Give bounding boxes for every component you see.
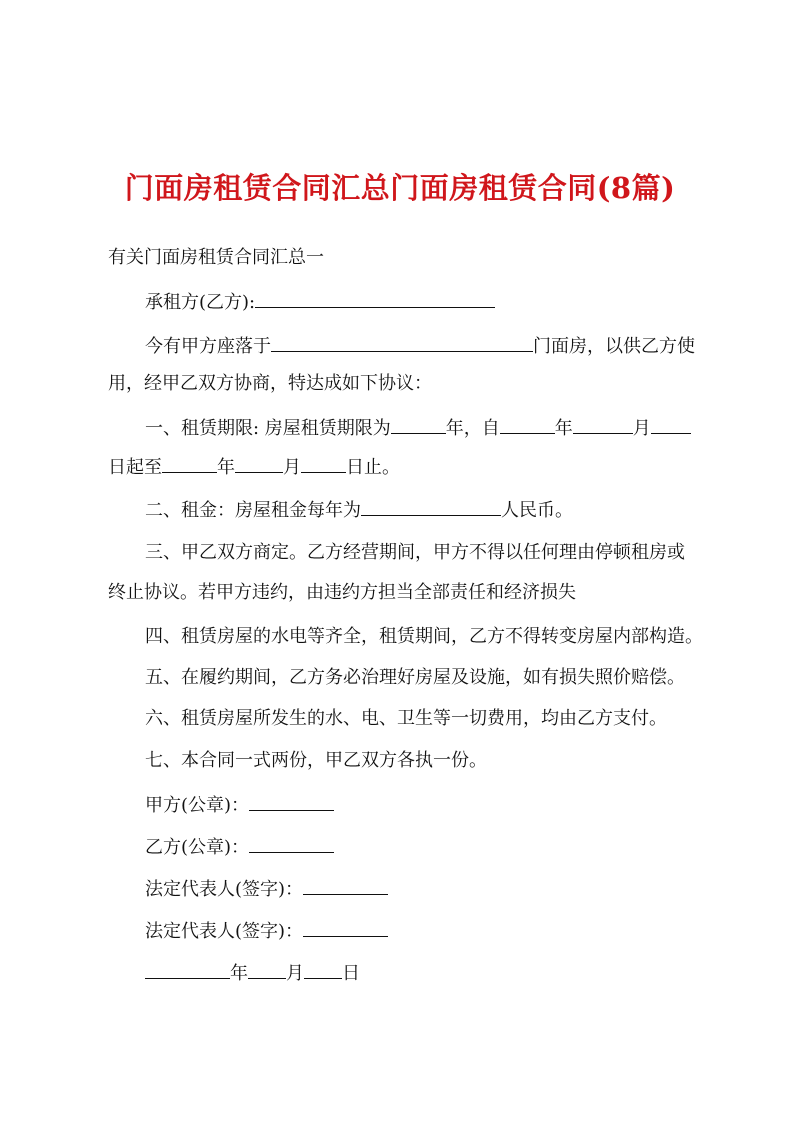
location-suffix: 门面房，以供乙方使 bbox=[533, 336, 695, 357]
party-b-blank bbox=[249, 834, 334, 853]
clause-1-line2-year: 年 bbox=[217, 457, 235, 478]
end-year-blank bbox=[162, 454, 217, 473]
end-month-blank bbox=[235, 454, 283, 473]
date-line bbox=[145, 960, 360, 987]
end-day-blank bbox=[301, 454, 346, 473]
start-year-blank bbox=[500, 415, 555, 434]
clause-4: 四、租赁房屋的水电等齐全，租赁期间，乙方不得转变房屋内部构造。 bbox=[145, 626, 703, 647]
rep-1-label: 法定代表人(签字)： bbox=[145, 879, 304, 900]
location-continuation: 用，经甲乙双方协商，特达成如下协议： bbox=[108, 373, 432, 394]
date-day-blank bbox=[304, 960, 342, 979]
clause-1-month: 月 bbox=[632, 418, 651, 439]
rent-blank bbox=[361, 497, 501, 516]
date-month-blank bbox=[248, 960, 286, 979]
location-line bbox=[145, 333, 695, 360]
clause-7: 七、本合同一式两份，甲乙双方各执一份。 bbox=[145, 750, 487, 771]
rep-1-line bbox=[145, 876, 388, 903]
clause-1-line-2 bbox=[108, 454, 400, 481]
rep-2-label: 法定代表人(签字)： bbox=[145, 921, 304, 942]
rep-2-blank bbox=[303, 918, 388, 937]
clause-6: 六、租赁房屋所发生的水、电、卫生等一切费用，均由乙方支付。 bbox=[145, 708, 667, 729]
clause-1-line-1 bbox=[145, 415, 691, 442]
clause-2 bbox=[145, 497, 573, 524]
clause-2-prefix: 二、租金：房屋租金每年为 bbox=[145, 500, 361, 521]
party-a-label: 甲方(公章)： bbox=[145, 795, 250, 816]
clause-1-prefix: 一、租赁期限: 房屋租赁期限为 bbox=[145, 418, 391, 439]
clause-1-line2-month: 月 bbox=[283, 457, 301, 478]
clause-5: 五、在履约期间，乙方务必治理好房屋及设施，如有损失照价赔偿。 bbox=[145, 667, 685, 688]
tenant-line bbox=[145, 289, 495, 316]
party-b-label: 乙方(公章)： bbox=[145, 837, 250, 858]
clause-1-year: 年，自 bbox=[445, 418, 500, 439]
term-years-blank bbox=[391, 415, 446, 434]
clause-1-line2-prefix: 日起至 bbox=[108, 457, 162, 478]
clause-3-line-1: 三、甲乙双方商定。乙方经营期间，甲方不得以任何理由停顿租房或 bbox=[145, 542, 685, 563]
tenant-label: 承租方(乙方): bbox=[145, 292, 256, 313]
page-title: 门面房租赁合同汇总门面房租赁合同(8篇) bbox=[124, 171, 676, 205]
rep-1-blank bbox=[303, 876, 388, 895]
tenant-blank bbox=[255, 289, 495, 308]
date-day: 日 bbox=[342, 963, 360, 984]
clause-1-line2-end: 日止。 bbox=[346, 457, 400, 478]
location-blank bbox=[271, 333, 533, 352]
date-year-blank bbox=[145, 960, 230, 979]
clause-3-line-2: 终止协议。若甲方违约，由违约方担当全部责任和经济损失 bbox=[108, 582, 576, 603]
party-b-line bbox=[145, 834, 334, 861]
clause-2-suffix: 人民币。 bbox=[501, 500, 573, 521]
date-month: 月 bbox=[286, 963, 304, 984]
party-a-blank bbox=[249, 792, 334, 811]
date-year: 年 bbox=[230, 963, 248, 984]
party-a-line bbox=[145, 792, 334, 819]
start-day-blank bbox=[651, 415, 691, 434]
section-heading: 有关门面房租赁合同汇总一 bbox=[108, 247, 324, 268]
location-prefix: 今有甲方座落于 bbox=[145, 336, 271, 357]
start-month-blank bbox=[573, 415, 633, 434]
rep-2-line bbox=[145, 918, 388, 945]
clause-1-year2: 年 bbox=[554, 418, 573, 439]
